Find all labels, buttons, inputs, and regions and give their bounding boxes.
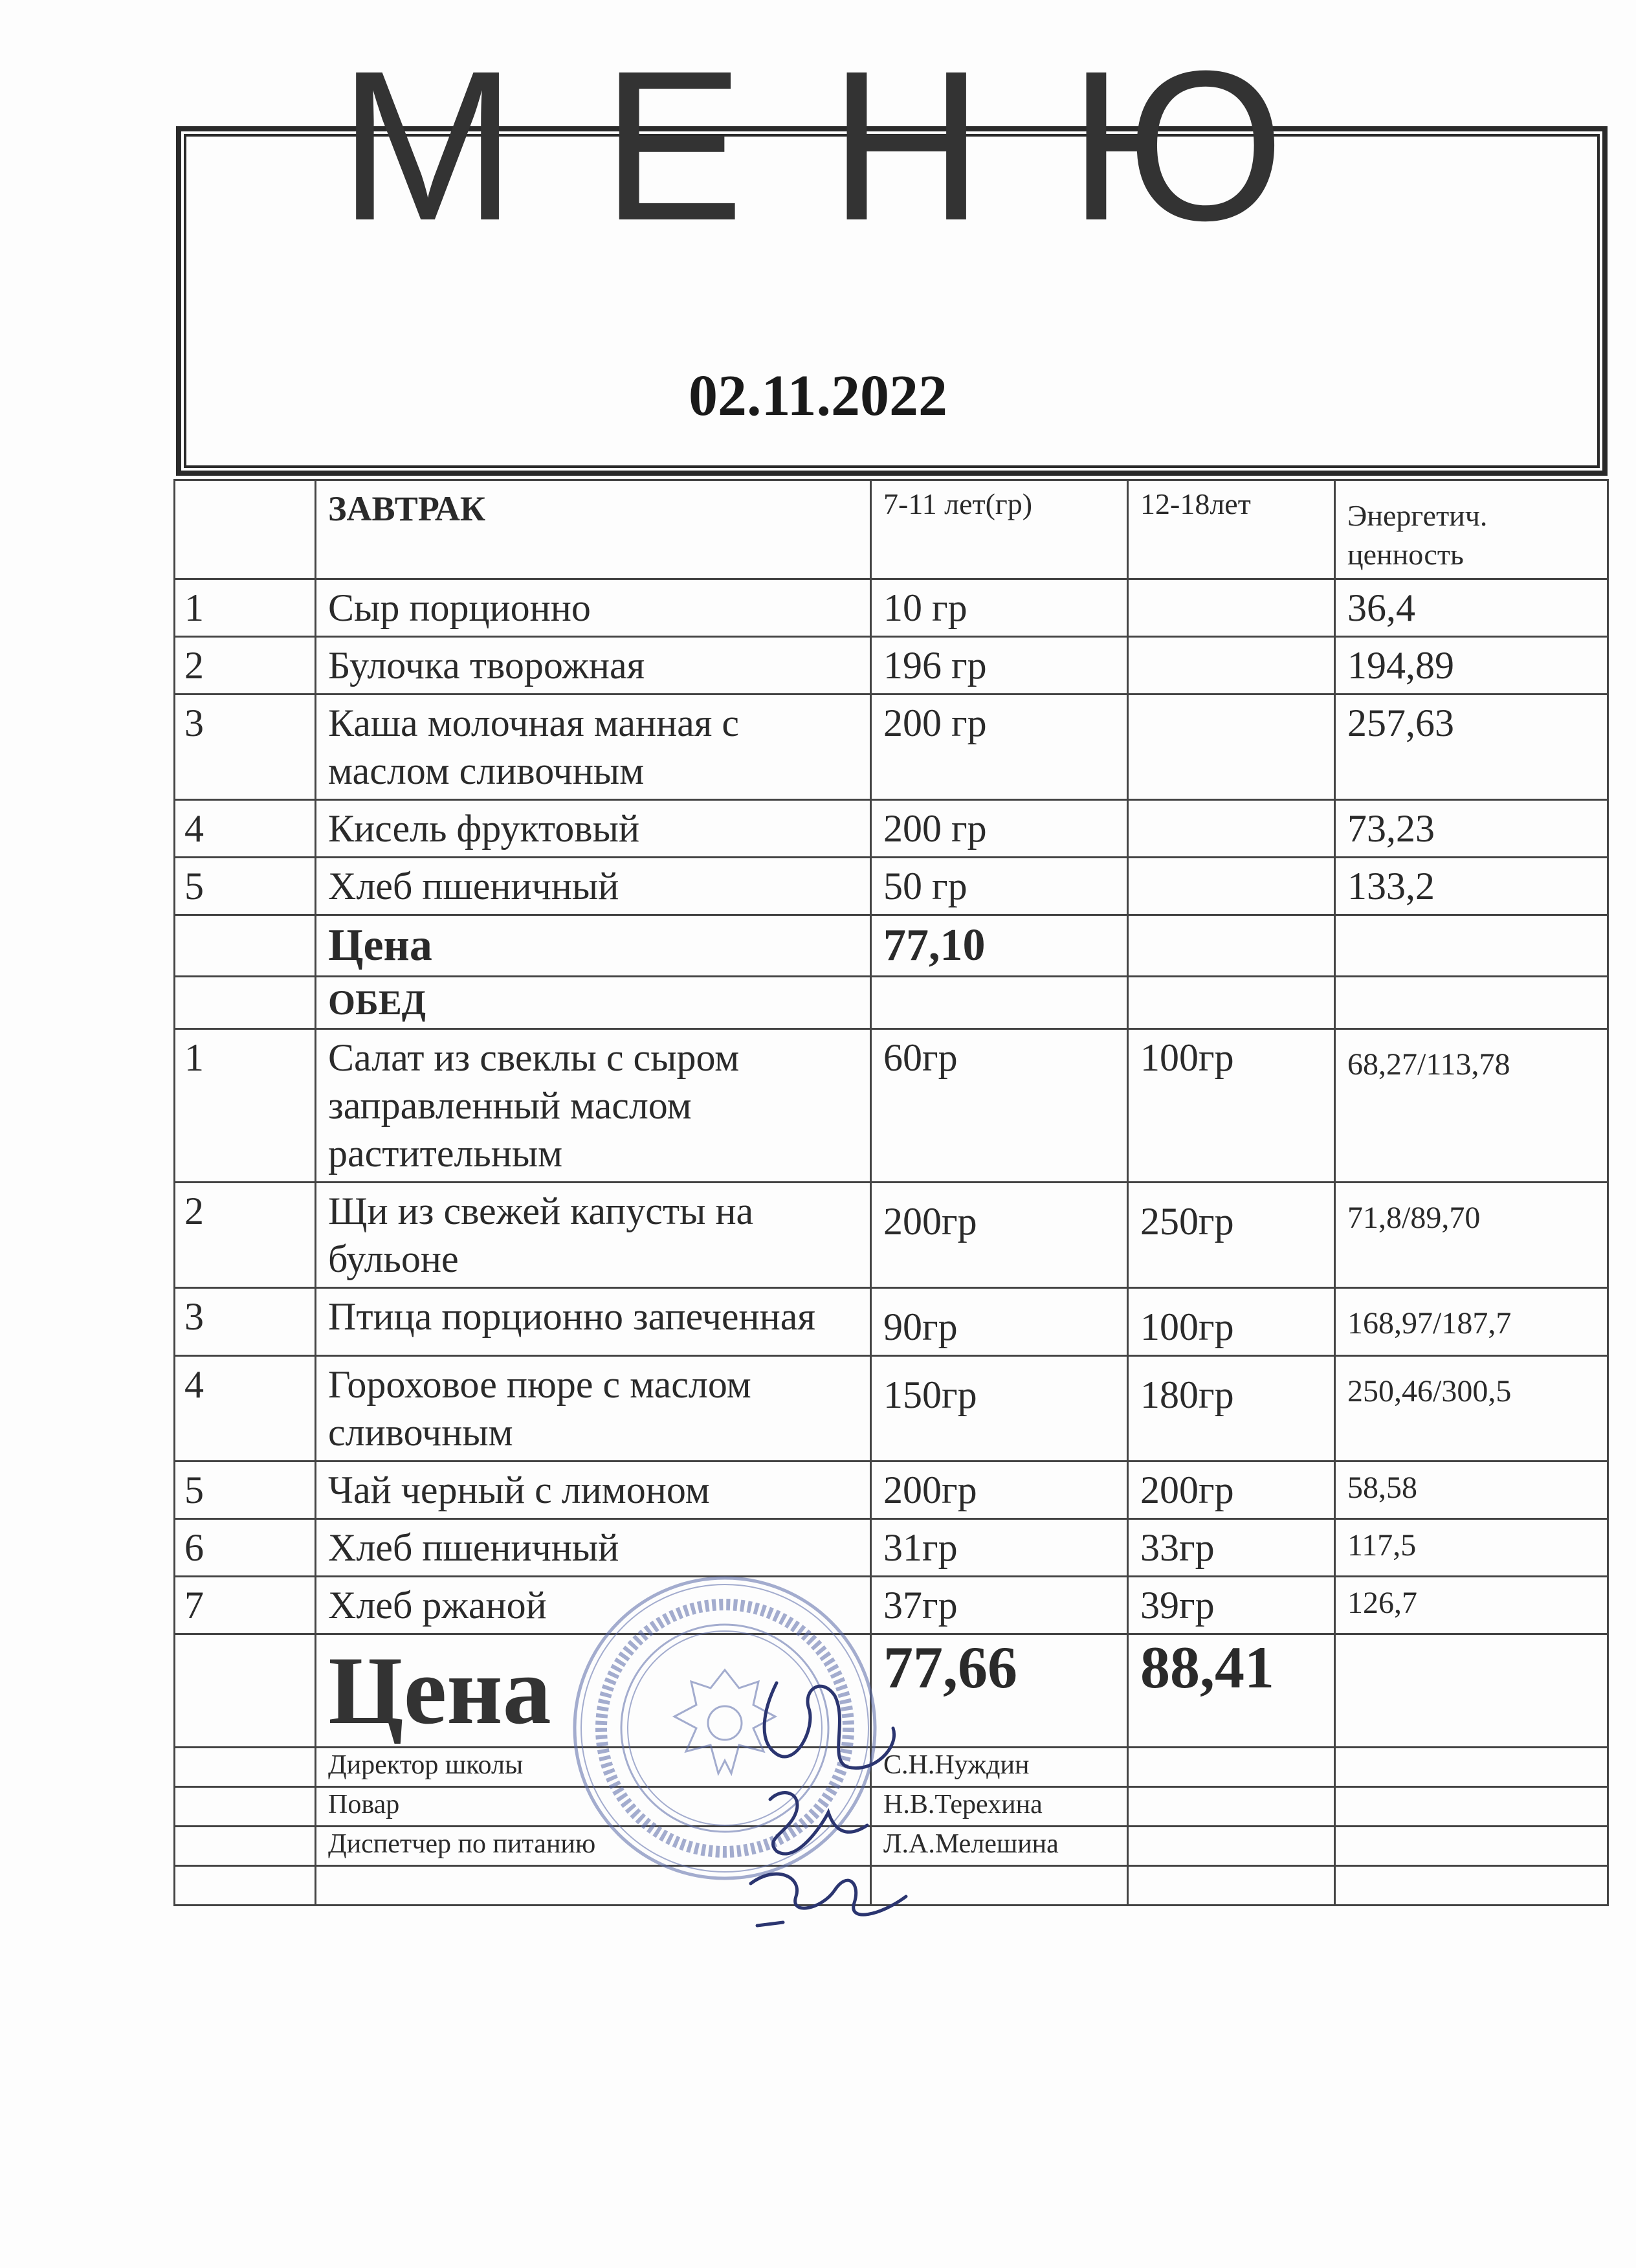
weight-12-18 [1128, 637, 1335, 695]
dish-name: Хлеб пшеничный [316, 1519, 871, 1577]
breakfast-heading: ЗАВТРАК [316, 480, 871, 579]
weight-12-18: 100гр [1128, 1288, 1335, 1356]
weight-12-18 [1128, 800, 1335, 858]
row-number: 6 [175, 1519, 316, 1577]
empty-cell [1128, 1748, 1335, 1787]
empty-cell [1128, 915, 1335, 977]
dish-name: Птица порционно запеченная [316, 1288, 871, 1356]
lunch-price-label: Цена [316, 1634, 871, 1748]
dish-name: Салат из свеклы с сыром заправленный маслом растительным [316, 1029, 871, 1183]
col-age-12-18: 12-18лет [1128, 480, 1335, 579]
weight-7-11: 90гр [871, 1288, 1128, 1356]
energy-value: 36,4 [1335, 579, 1608, 637]
table-row [175, 1288, 1608, 1356]
weight-12-18: 200гр [1128, 1462, 1335, 1519]
empty-cell [175, 1866, 316, 1906]
energy-value: 71,8/89,70 [1335, 1183, 1608, 1288]
weight-7-11: 31гр [871, 1519, 1128, 1577]
dish-name: Сыр порционно [316, 579, 871, 637]
weight-7-11: 60гр [871, 1029, 1128, 1183]
empty-cell [1335, 977, 1608, 1029]
energy-value: 168,97/187,7 [1335, 1288, 1608, 1356]
empty-cell [1128, 1866, 1335, 1906]
table-row [175, 1356, 1608, 1462]
row-number: 2 [175, 637, 316, 695]
weight-7-11: 200 гр [871, 800, 1128, 858]
table-row [175, 1462, 1608, 1519]
energy-value: 117,5 [1335, 1519, 1608, 1577]
weight-7-11: 200гр [871, 1183, 1128, 1288]
signature-name: Л.А.Мелешина [871, 1827, 1128, 1866]
empty-cell [1128, 1827, 1335, 1866]
energy-value: 73,23 [1335, 800, 1608, 858]
energy-value: 68,27/113,78 [1335, 1029, 1608, 1183]
table-row [175, 695, 1608, 800]
breakfast-price-label: Цена [316, 915, 871, 977]
weight-7-11: 50 гр [871, 858, 1128, 915]
dish-name: Щи из свежей капусты на бульоне [316, 1183, 871, 1288]
weight-12-18: 33гр [1128, 1519, 1335, 1577]
dish-name: Хлеб пшеничный [316, 858, 871, 915]
energy-value: 194,89 [1335, 637, 1608, 695]
signature-role: Повар [316, 1787, 871, 1827]
header-num-cell [175, 480, 316, 579]
empty-cell [175, 1827, 316, 1866]
menu-date: 02.11.2022 [688, 364, 948, 428]
energy-value: 250,46/300,5 [1335, 1356, 1608, 1462]
row-number: 1 [175, 1029, 316, 1183]
row-number: 3 [175, 695, 316, 800]
empty-cell [1335, 1866, 1608, 1906]
weight-7-11: 200 гр [871, 695, 1128, 800]
empty-cell [1335, 1787, 1608, 1827]
table-row [175, 1183, 1608, 1288]
signature-name: Н.В.Терехина [871, 1787, 1128, 1827]
weight-12-18 [1128, 579, 1335, 637]
energy-value: 257,63 [1335, 695, 1608, 800]
dish-name: Булочка творожная [316, 637, 871, 695]
table-row [175, 1029, 1608, 1183]
signature-name: С.Н.Нуждин [871, 1748, 1128, 1787]
row-number: 5 [175, 858, 316, 915]
col-energy: Энергетич. ценность [1335, 480, 1608, 579]
energy-value: 58,58 [1335, 1462, 1608, 1519]
weight-12-18 [1128, 695, 1335, 800]
empty-cell [1335, 1634, 1608, 1748]
signature-scribble [738, 1670, 932, 1942]
lunch-price-value-12-18: 88,41 [1128, 1634, 1335, 1748]
weight-7-11: 150гр [871, 1356, 1128, 1462]
row-number: 3 [175, 1288, 316, 1356]
row-number: 4 [175, 800, 316, 858]
empty-cell [871, 977, 1128, 1029]
empty-cell [175, 1634, 316, 1748]
dish-name: Хлеб ржаной [316, 1577, 871, 1634]
row-number: 7 [175, 1577, 316, 1634]
weight-12-18: 250гр [1128, 1183, 1335, 1288]
empty-cell [1128, 1787, 1335, 1827]
empty-cell [1335, 915, 1608, 977]
dish-name: Гороховое пюре с маслом сливочным [316, 1356, 871, 1462]
weight-7-11: 200гр [871, 1462, 1128, 1519]
col-age-7-11: 7-11 лет(гр) [871, 480, 1128, 579]
lunch-heading-row [175, 977, 1608, 1029]
weight-12-18: 180гр [1128, 1356, 1335, 1462]
table-row [175, 1577, 1608, 1634]
table-row [175, 579, 1608, 637]
lunch-heading: ОБЕД [316, 977, 871, 1029]
breakfast-price-value: 77,10 [871, 915, 1128, 977]
empty-cell [175, 1748, 316, 1787]
row-number: 1 [175, 579, 316, 637]
table-row [175, 800, 1608, 858]
header-row [175, 480, 1608, 579]
empty-cell [1128, 977, 1335, 1029]
weight-7-11: 37гр [871, 1577, 1128, 1634]
row-number: 4 [175, 1356, 316, 1462]
dish-name: Каша молочная манная с маслом сливочным [316, 695, 871, 800]
lunch-price-value-7-11: 77,66 [871, 1634, 1128, 1748]
weight-12-18: 100гр [1128, 1029, 1335, 1183]
page-title: М Е Н Ю [338, 26, 1298, 265]
energy-value: 126,7 [1335, 1577, 1608, 1634]
row-number: 5 [175, 1462, 316, 1519]
row-number: 2 [175, 1183, 316, 1288]
empty-cell [175, 915, 316, 977]
signature-role: Директор школы [316, 1748, 871, 1787]
empty-cell [1335, 1827, 1608, 1866]
weight-7-11: 10 гр [871, 579, 1128, 637]
weight-7-11: 196 гр [871, 637, 1128, 695]
breakfast-price-row [175, 915, 1608, 977]
empty-cell [1335, 1748, 1608, 1787]
empty-cell [175, 1787, 316, 1827]
weight-12-18: 39гр [1128, 1577, 1335, 1634]
table-row [175, 1519, 1608, 1577]
empty-cell [175, 977, 316, 1029]
dish-name: Кисель фруктовый [316, 800, 871, 858]
table-row [175, 858, 1608, 915]
energy-value: 133,2 [1335, 858, 1608, 915]
table-row [175, 637, 1608, 695]
weight-12-18 [1128, 858, 1335, 915]
signature-role: Диспетчер по питанию [316, 1827, 871, 1866]
dish-name: Чай черный с лимоном [316, 1462, 871, 1519]
